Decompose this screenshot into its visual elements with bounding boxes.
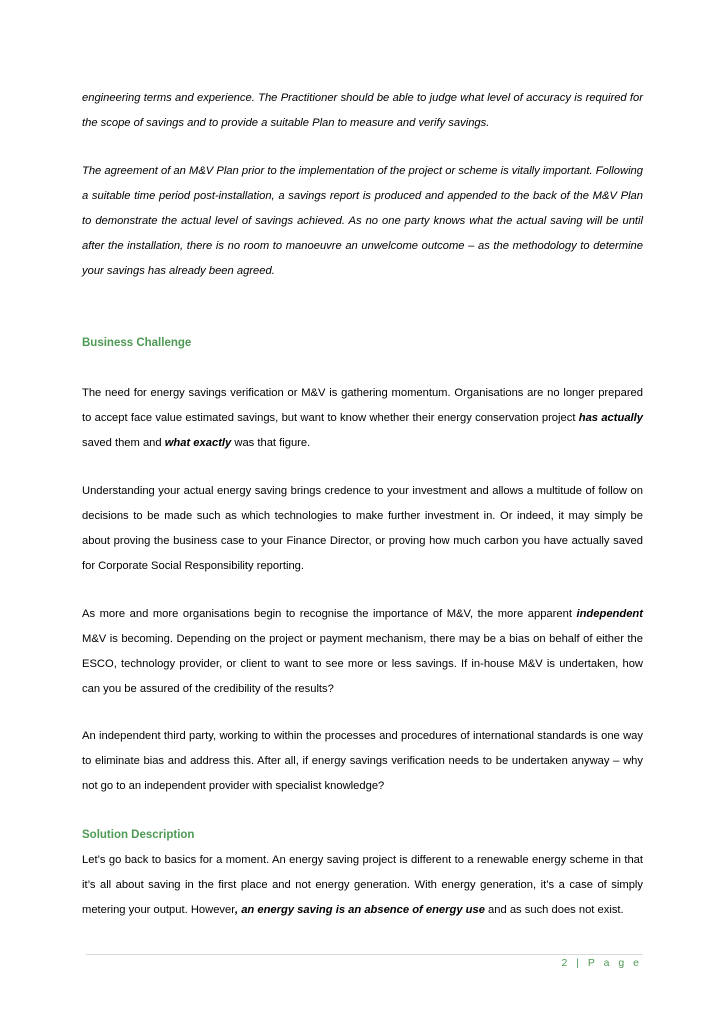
text-run: was that figure. (231, 437, 311, 449)
text-run: and as such does not exist. (484, 904, 624, 916)
paragraph-back-to-basics (82, 848, 643, 923)
page-number: 2 | P a g e (561, 957, 642, 969)
paragraph-understanding-saving: Understanding your actual energy saving brings credence to your investment and allows a multitude of follow on decisions to be made such as which technologies to make further investment in. Or indeed, it may simply be about proving the business case to your Finance Director, or proving how much carbon you have actually saved for Corporate Social Responsibility reporting. (82, 485, 643, 572)
emphasis-has-actually: has actually (578, 412, 643, 424)
text-run: M&V is becoming. Depending on the project or payment mechanism, there may be a bias on behalf of either the ESCO, technology provider, or client to want to see more or less savings. If in-house M&V is undertaken, how can you be assured of the credibility of the results? (82, 633, 643, 695)
heading-solution-description: Solution Description (82, 829, 195, 841)
text-run: As more and more organisations begin to recognise the importance of M&V, the more apparent (82, 608, 577, 620)
footer-divider (86, 954, 643, 955)
paragraph-accuracy-plan: engineering terms and experience. The Practitioner should be able to judge what level of accuracy is required for the scope of savings and to provide a suitable Plan to measure and verify savings. (82, 92, 643, 129)
paragraph-mv-plan-agreement: The agreement of an M&V Plan prior to the implementation of the project or scheme is vitally important. Following a suitable time period post-installation, a savings report is produced and appended to the back of the M&V Plan to demonstrate the actual level of savings achieved. As no one party knows what the actual saving will be until after the installation, there is no room to manoeuvre an unwelcome outcome – as the methodology to determine your savings has already been agreed. (82, 165, 643, 277)
paragraph-verification-momentum (82, 381, 643, 456)
emphasis-independent: independent (576, 608, 643, 620)
text-run: The need for energy savings verification or M&V is gathering momentum. Organisations are no longer prepared to accept face value estimated savings, but want to know whether their energy conservation project (82, 387, 643, 424)
heading-business-challenge: Business Challenge (82, 337, 192, 349)
emphasis-absence-of-energy-use: , an energy saving is an absence of energy use (234, 904, 485, 916)
text-run: Let’s go back to basics for a moment. An energy saving project is different to a renewable energy scheme in that it’s all about saving in the first place and not energy generation. With energy generation, it’s a case of simply metering your output. However (82, 854, 643, 916)
text-run: saved them and (82, 437, 165, 449)
paragraph-independent-mv (82, 602, 643, 702)
emphasis-what-exactly: what exactly (164, 437, 232, 449)
paragraph-third-party: An independent third party, working to within the processes and procedures of international standards is one way to eliminate bias and address this. After all, if energy savings verification needs to be undertaken anyway – why not go to an independent provider with specialist knowledge? (82, 730, 643, 792)
